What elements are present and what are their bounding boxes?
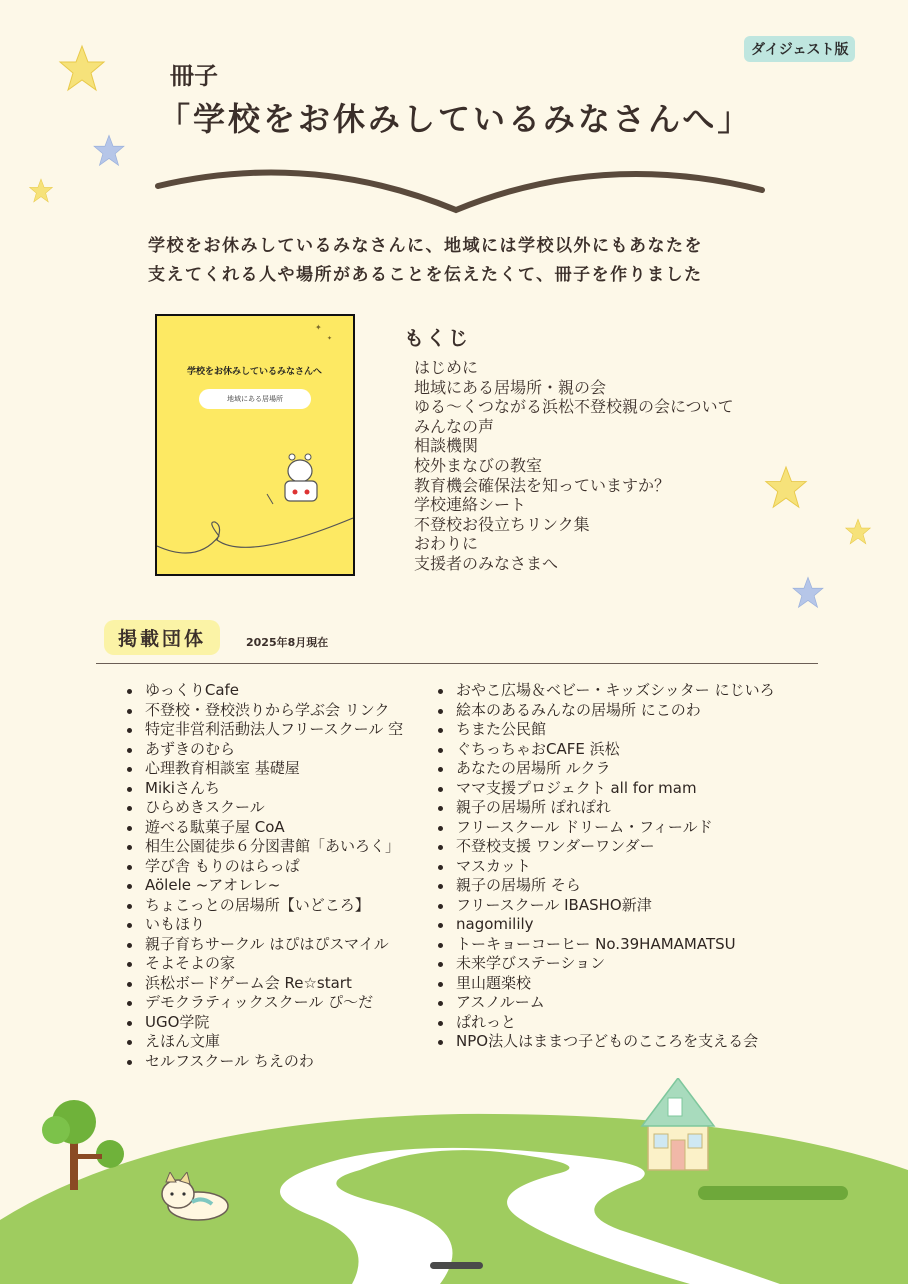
house-icon	[638, 1078, 718, 1172]
toc-item: ゆる〜くつながる浜松不登校親の会について	[414, 397, 734, 417]
org-item: アスノルーム	[434, 993, 775, 1013]
org-item: 遊べる駄菓子屋 CoA	[123, 818, 403, 838]
scrollbar-handle[interactable]	[430, 1262, 483, 1269]
org-item: 親子の居場所 そら	[434, 876, 775, 896]
org-item: ゆっくりCafe	[123, 681, 403, 701]
org-item: ぱれっと	[434, 1013, 775, 1033]
booklet-cover-subtitle: 地域にある居場所	[199, 389, 311, 409]
star-icon	[764, 464, 808, 512]
toc-item: 地域にある居場所・親の会	[414, 377, 607, 397]
orgs-list-right	[434, 681, 775, 1052]
org-item: あなたの居場所 ルクラ	[434, 759, 775, 779]
org-item: 不登校・登校渋りから学ぶ会 リンク	[123, 701, 403, 721]
book-illustration	[157, 316, 353, 574]
booklet-label: 冊子	[170, 62, 218, 90]
booklet-cover-title: 学校をお休みしているみなさんへ	[187, 367, 322, 377]
org-item: マスカット	[434, 857, 775, 877]
org-item: 学び舎 もりのはらっぱ	[123, 857, 403, 877]
org-item: Aölele ~アオレレ~	[123, 876, 403, 896]
org-item: デモクラティックスクール ぴ〜だ	[123, 993, 403, 1013]
toc-item: 不登校お役立ちリンク集	[414, 514, 590, 534]
toc-item: はじめに	[414, 358, 479, 377]
orgs-heading: 掲載団体	[104, 620, 220, 655]
orgs-date: 2025年8月現在	[246, 636, 329, 649]
star-icon	[28, 178, 54, 204]
toc-heading: もくじ	[404, 326, 470, 350]
toc-list	[414, 358, 734, 574]
star-icon	[58, 44, 106, 94]
org-item: ぐちっちゃおCAFE 浜松	[434, 740, 775, 760]
toc-item: みんなの声	[414, 416, 495, 436]
hill-landscape	[0, 1070, 908, 1284]
star-icon	[790, 576, 826, 610]
org-item: UGO学院	[123, 1013, 403, 1033]
org-item: 親子育ちサークル はぴはぴスマイル	[123, 935, 403, 955]
open-book-line	[150, 158, 770, 220]
lead-line-2: 支えてくれる人や場所があることを伝えたくて、冊子を作りました	[148, 265, 703, 285]
orgs-list-left	[123, 681, 403, 1071]
dog-icon	[150, 1172, 240, 1232]
org-item: ママ支援プロジェクト all for mam	[434, 779, 775, 799]
org-item: フリースクール IBASHO新津	[434, 896, 775, 916]
org-item: フリースクール ドリーム・フィールド	[434, 818, 775, 838]
toc-item: 相談機関	[414, 436, 479, 456]
star-icon	[92, 134, 126, 168]
org-item: トーキョーコーヒー No.39HAMAMATSU	[434, 935, 775, 955]
org-item: 浜松ボードゲーム会 Re☆start	[123, 974, 403, 994]
org-item: 相生公園徒歩６分図書館「あいろく」	[123, 837, 403, 857]
org-item: nagomilily	[434, 915, 775, 935]
toc-item: 教育機会確保法を知っていますか？	[414, 475, 671, 495]
org-item: おやこ広場＆ベビー・キッズシッター にじいろ	[434, 681, 775, 701]
org-item: ちまた公民館	[434, 720, 775, 740]
toc-item: 校外まなびの教室	[414, 455, 543, 475]
org-item: 未来学びステーション	[434, 954, 775, 974]
digest-badge: ダイジェスト版	[744, 36, 855, 62]
org-item: 里山題楽校	[434, 974, 775, 994]
org-item: えほん文庫	[123, 1032, 403, 1052]
org-item: あずきのむら	[123, 740, 403, 760]
toc-item: 支援者のみなさまへ	[414, 553, 559, 573]
svg-text:✦: ✦	[315, 323, 322, 332]
star-icon	[844, 518, 872, 546]
lead-text	[148, 232, 788, 290]
booklet-cover	[155, 314, 355, 576]
tree-icon	[36, 1096, 132, 1192]
org-item: 絵本のあるみんなの居場所 にこのわ	[434, 701, 775, 721]
org-item: NPO法人はままつ子どものこころを支える会	[434, 1032, 775, 1052]
org-item: セルフスクール ちえのわ	[123, 1052, 403, 1072]
org-item: そよそよの家	[123, 954, 403, 974]
toc-item: 学校連絡シート	[414, 495, 527, 515]
page-title: 「学校をお休みしているみなさんへ」	[158, 100, 753, 138]
org-item: 不登校支援 ワンダーワンダー	[434, 837, 775, 857]
section-divider	[96, 663, 818, 664]
org-item: Mikiさんち	[123, 779, 403, 799]
toc-item: おわりに	[414, 534, 479, 554]
lead-line-1: 学校をお休みしているみなさんに、地域には学校以外にもあなたを	[148, 236, 703, 256]
org-item: いもほり	[123, 915, 403, 935]
org-item: ちょこっとの居場所【いどころ】	[123, 896, 403, 916]
org-item: 特定非営利活動法人フリースクール 空	[123, 720, 403, 740]
svg-text:✦: ✦	[327, 335, 333, 342]
org-item: ひらめきスクール	[123, 798, 403, 818]
org-item: 心理教育相談室 基礎屋	[123, 759, 403, 779]
org-item: 親子の居場所 ぽれぽれ	[434, 798, 775, 818]
